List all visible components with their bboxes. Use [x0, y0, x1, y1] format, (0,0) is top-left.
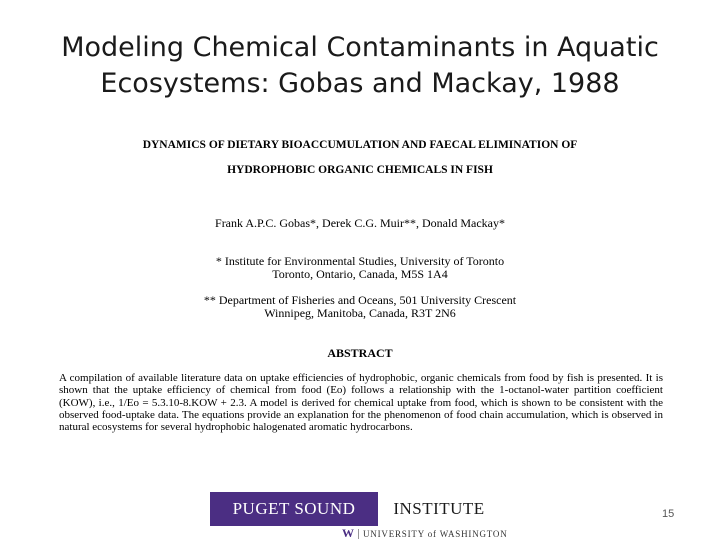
paper-title-line-2: HYDROPHOBIC ORGANIC CHEMICALS IN FISH [227, 164, 493, 176]
logo-institute: INSTITUTE [378, 492, 500, 526]
puget-sound-institute-logo [210, 492, 500, 526]
affiliation-fisheries [100, 294, 620, 320]
page-number: 15 [662, 508, 675, 520]
slide-title-line-1: Modeling Chemical Contaminants in Aquatic [61, 32, 659, 63]
abstract-heading: ABSTRACT [327, 346, 393, 360]
university-of-washington-logo [342, 527, 508, 540]
abstract-text: A compilation of available literature data on uptake efficiencies of hydrophobic, organic chemicals from food by fish is presented. It is shown that the uptake efficiency of chemical from food (Eo) follows a relationship with the 1-octanol-water partition coefficient (KOW), i.e., 1/Eo = 5.3.10-8.KOW + 2.3. A model is derived for chemical uptake from food, which is shown to be consistent with the observed food-uptake data. The equations provide an explanation for the phenomenon of food chain accumulation, which is observed in natural ecosystems for several hydrophobic halogenated aromatic hydrocarbons. [59, 372, 663, 434]
slide-title-line-2: Ecosystems: Gobas and Mackay, 1988 [100, 68, 620, 99]
affiliation-fisheries-line-1: ** Department of Fisheries and Oceans, 501 University Crescent [203, 293, 517, 307]
logo-divider [358, 529, 359, 539]
affiliation-toronto [100, 255, 620, 281]
paper-title-line-1: DYNAMICS OF DIETARY BIOACCUMULATION AND FAECAL ELIMINATION OF [142, 139, 578, 151]
affiliation-toronto-line-1: * Institute for Environmental Studies, University of Toronto [215, 254, 505, 268]
logo-puget-sound: PUGET SOUND [210, 492, 378, 526]
uw-wordmark: UNIVERSITY of WASHINGTON [363, 528, 508, 539]
affiliation-toronto-line-2: Toronto, Ontario, Canada, M5S 1A4 [272, 267, 448, 281]
abstract-body [59, 372, 663, 433]
paper-authors: Frank A.P.C. Gobas*, Derek C.G. Muir**, Donald Mackay* [215, 216, 505, 230]
uw-w-icon: W [342, 526, 354, 540]
affiliation-fisheries-line-2: Winnipeg, Manitoba, Canada, R3T 2N6 [264, 306, 456, 320]
